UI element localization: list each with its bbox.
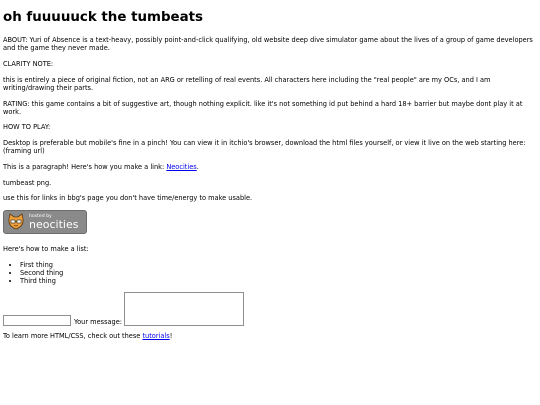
badge-big-text: neocities [29, 217, 79, 231]
clarity-heading: CLARITY NOTE: [3, 59, 54, 68]
message-form [3, 292, 535, 326]
howto-paragraph: Desktop is preferable but mobile's fine in a pinch! You can view it in itchio's browser, download the html files yourself, or view it live on the web starting here: (framing url) [3, 139, 526, 156]
clarity-paragraph: this is entirely a piece of original fiction, not an ARG or retelling of real events. All characters here including the "real people" are my OCs, and I am writing/drawing their parts. [3, 75, 491, 92]
learn-prefix: To learn more HTML/CSS, check out these [3, 332, 143, 341]
list-item: • Second thing [20, 269, 535, 277]
learn-paragraph [3, 332, 535, 340]
page-title: oh fuuuuuck the tumbeats [3, 10, 204, 25]
tumbeast-image-alt: tumbeast png. [3, 178, 52, 187]
tutorials-link[interactable]: tutorials [142, 332, 170, 341]
example-list [3, 261, 535, 286]
list-item: • Third thing [20, 277, 535, 285]
link-suffix: . [196, 163, 199, 172]
link-paragraph [3, 163, 535, 171]
rating-paragraph: RATING: this game contains a bit of suggestive art, though nothing explicit. like it's not something id put behind a hard 18+ barrier but maybe dont play it at work. [3, 99, 523, 116]
message-label: Your message: [74, 318, 123, 327]
badge-text [29, 214, 78, 231]
note-paragraph: use this for links in bbg's page you don't have time/energy to make usable. [3, 194, 253, 203]
message-textarea[interactable] [124, 292, 244, 326]
learn-suffix: ! [169, 332, 173, 341]
badge-small-text: hosted by [29, 213, 52, 219]
link-prefix: This is a paragraph! Here's how you make a link: [3, 163, 167, 172]
about-paragraph: ABOUT: Yuri of Absence is a text-heavy, possibly point-and-click qualifying, old website deep dive simulator game about the lives of a group of game developers and the game they never made. [3, 36, 533, 53]
name-input[interactable] [3, 315, 71, 326]
neocities-cat-icon [6, 212, 26, 232]
howto-heading: HOW TO PLAY: [3, 123, 51, 132]
neocities-link[interactable]: Neocities [166, 163, 197, 172]
hosted-by-neocities-badge[interactable] [3, 210, 87, 234]
list-intro: Here's how to make a list: [3, 245, 89, 254]
list-item: • First thing [20, 261, 535, 269]
